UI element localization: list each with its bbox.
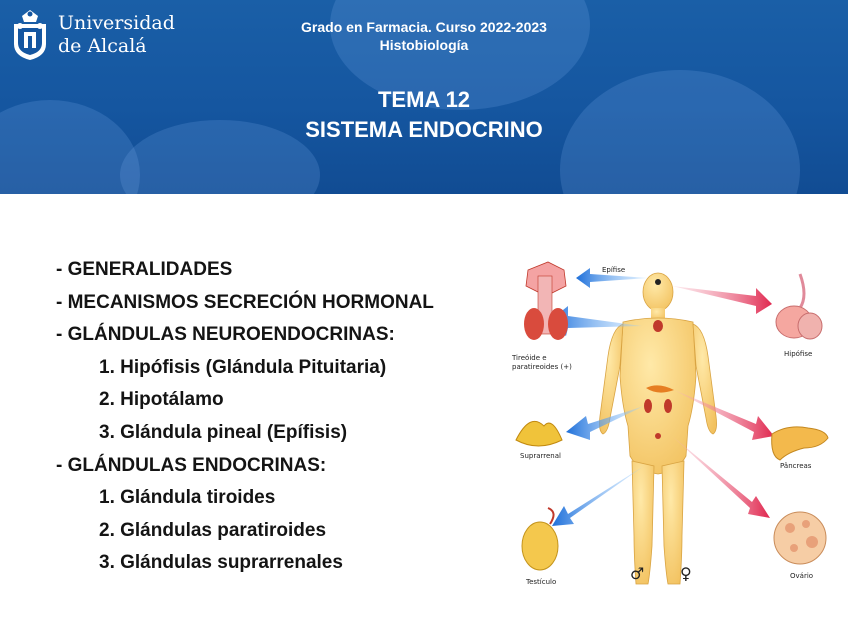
topic-outline <box>56 254 434 580</box>
endocrine-glands-illustration <box>508 256 832 596</box>
label-suprarrenal: Suprarrenal <box>520 452 561 460</box>
label-epifise: Epífise <box>602 266 626 274</box>
university-name-line2: de Alcalá <box>58 35 147 57</box>
university-logo <box>8 8 178 62</box>
outline-subitem: 2. Hipotálamo <box>99 389 224 411</box>
thyroid-gland <box>524 262 568 340</box>
outline-item: - GENERALIDADES <box>56 259 233 280</box>
label-pancreas: Pâncreas <box>780 462 812 470</box>
subject-title: Histobiología <box>379 37 469 53</box>
outline-subitem: 3. Glándulas suprarrenales <box>99 552 343 574</box>
adrenal-gland <box>516 421 562 446</box>
background-swirl <box>0 100 140 194</box>
university-crest-icon <box>8 8 52 62</box>
outline-subitem: 2. Glándulas paratiroides <box>99 519 327 541</box>
pituitary-gland <box>776 274 822 339</box>
outline-item: - GLÁNDULAS ENDOCRINAS: <box>56 454 327 476</box>
slide-header <box>0 0 848 194</box>
ovary-organ <box>774 512 826 564</box>
university-name <box>58 12 175 58</box>
arrow-ovario <box>672 436 770 518</box>
topic-number: TEMA 12 <box>377 87 471 112</box>
label-testiculo: Testículo <box>526 578 557 586</box>
arrow-hipofise <box>672 286 772 314</box>
endocrine-body-diagram <box>508 256 832 596</box>
human-body-figure <box>599 273 716 584</box>
label-ovario: Ovário <box>790 572 814 580</box>
female-symbol-icon: ♀ <box>680 564 692 583</box>
testis-organ <box>522 508 558 570</box>
topic-title: SISTEMA ENDOCRINO <box>305 117 543 142</box>
outline-item: - GLÁNDULAS NEUROENDOCRINAS: <box>56 324 395 346</box>
outline-subitem: 3. Glándula pineal (Epífisis) <box>99 421 348 443</box>
arrow-testiculo <box>552 466 644 526</box>
outline-subitem: 1. Glándula tiroides <box>99 487 276 509</box>
university-name-line1: Universidad <box>58 12 175 34</box>
male-symbol-icon: ♂ <box>630 564 645 583</box>
label-tireoide-1: Tireóide e <box>512 354 547 362</box>
outline-subitem: 1. Hipófisis (Glándula Pituitaria) <box>99 356 387 378</box>
label-hipofise: Hipófise <box>784 350 813 358</box>
pancreas-organ <box>772 427 828 460</box>
label-tireoide-2: paratireoides (+) <box>512 363 572 371</box>
outline-item: - MECANISMOS SECRECIÓN HORMONAL <box>56 291 434 313</box>
course-title: Grado en Farmacia. Curso 2022-2023 <box>301 19 547 35</box>
